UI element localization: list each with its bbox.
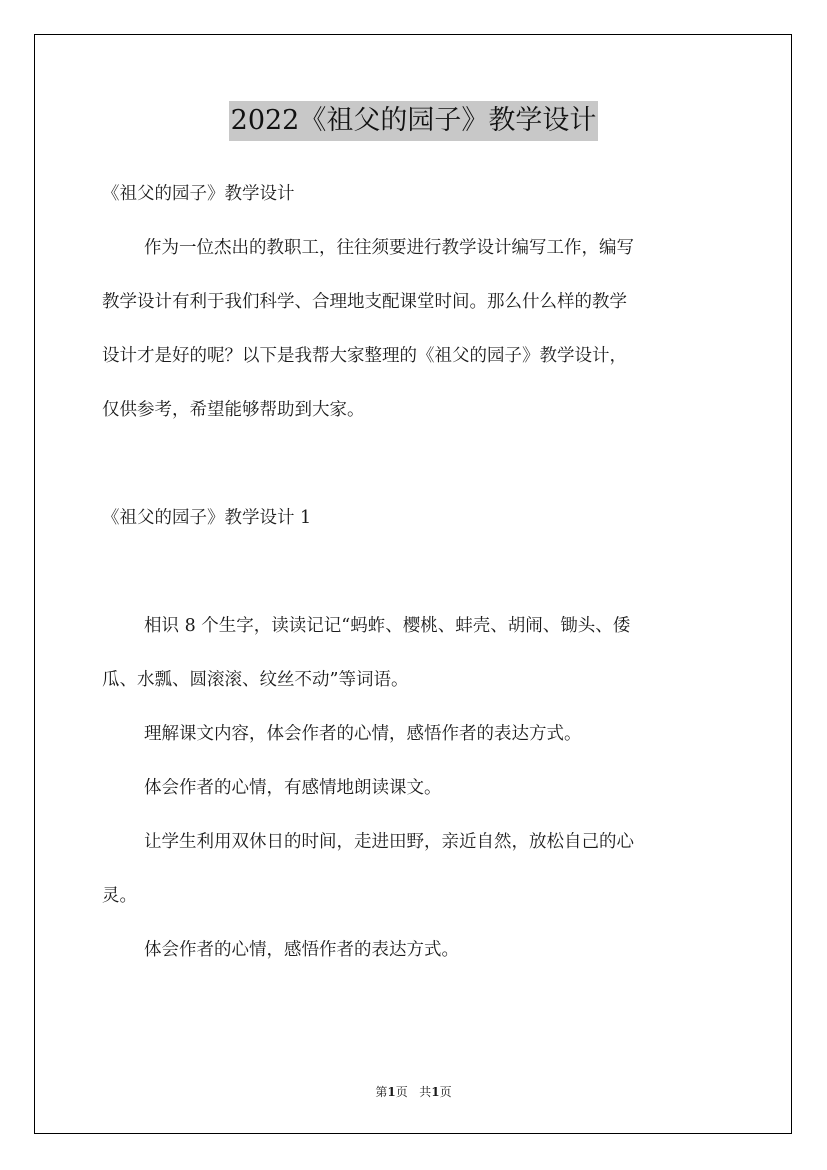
footer-total-suffix: 页 [439, 1085, 452, 1099]
footer-page-prefix: 第 [375, 1085, 388, 1099]
section-heading: 《祖父的园子》教学设计 1 [102, 508, 312, 528]
body-line-5: 让学生利用双休日的时间，走进田野，亲近自然，放松自己的心 [144, 832, 634, 852]
footer-total-prefix: 共 [419, 1085, 432, 1099]
body-line-4: 体会作者的心情，有感情地朗读课文。 [144, 778, 442, 798]
intro-line-1: 作为一位杰出的教职工，往往须要进行教学设计编写工作，编写 [144, 238, 634, 258]
page-footer [0, 1084, 827, 1100]
intro-line-2: 教学设计有利于我们科学、合理地支配课堂时间。那么什么样的教学 [102, 292, 627, 312]
footer-page-current: 1 [387, 1085, 396, 1099]
intro-line-4: 仅供参考，希望能够帮助到大家。 [102, 400, 365, 420]
title-container [0, 101, 827, 141]
body-line-7: 体会作者的心情，感悟作者的表达方式。 [144, 940, 459, 960]
subtitle: 《祖父的园子》教学设计 [102, 184, 295, 204]
body-line-2: 瓜、水瓢、圆滚滚、纹丝不动”等词语。 [102, 670, 409, 690]
body-line-6: 灵。 [102, 886, 137, 906]
footer-page-suffix: 页 [395, 1085, 408, 1099]
body-line-3: 理解课文内容，体会作者的心情，感悟作者的表达方式。 [144, 724, 582, 744]
body-line-1: 相识 8 个生字，读读记记“蚂蚱、樱桃、蚌壳、胡闹、锄头、倭 [144, 616, 631, 636]
footer-page-total: 1 [431, 1085, 440, 1099]
intro-line-3: 设计才是好的呢？以下是我帮大家整理的《祖父的园子》教学设计， [102, 346, 627, 366]
document-title: 2022《祖父的园子》教学设计 [229, 101, 599, 141]
